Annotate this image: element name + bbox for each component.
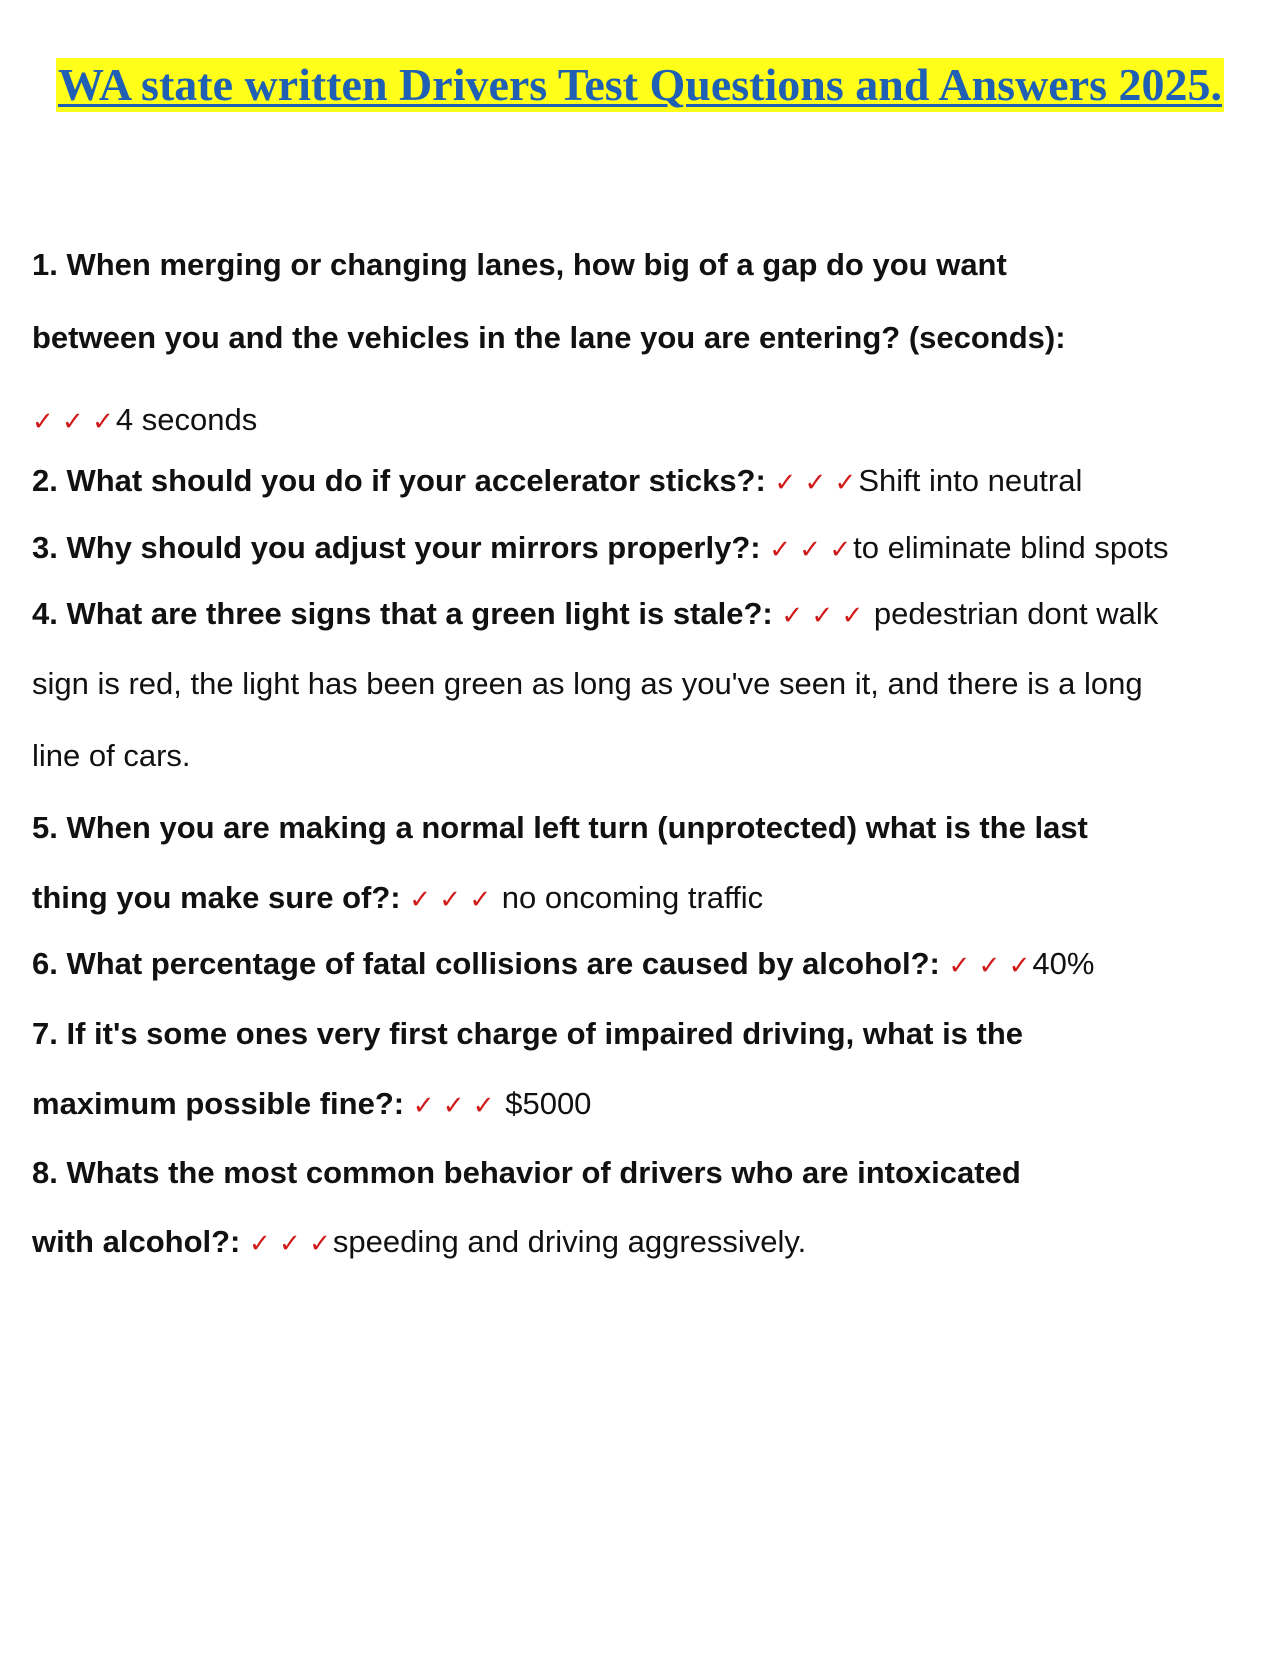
question-8: [32, 1222, 806, 1264]
answer-2-text: Shift into neutral: [858, 463, 1083, 498]
answer-1: [32, 400, 257, 442]
question-1-line-1: 1. When merging or changing lanes, how big of a gap do you want: [32, 247, 1007, 282]
question-7-line-2: maximum possible fine?:: [32, 1086, 405, 1121]
question-3-text: 3. Why should you adjust your mirrors properly?:: [32, 530, 761, 565]
check-icon: ✓ ✓ ✓: [32, 407, 114, 437]
check-icon: ✓ ✓ ✓: [781, 601, 864, 631]
question-7-line-1: 7. If it's some ones very first charge of impaired driving, what is the: [32, 1016, 1024, 1051]
question-4-text: 4. What are three signs that a green light is stale?:: [32, 596, 773, 631]
question-2-text: 2. What should you do if your accelerator sticks?:: [32, 463, 766, 498]
question-4: [32, 594, 1158, 636]
check-icon: ✓ ✓ ✓: [249, 1229, 331, 1259]
check-icon: ✓ ✓ ✓: [412, 1091, 495, 1121]
answer-3-text: to eliminate blind spots: [853, 530, 1169, 565]
answer-4-text-line-3: line of cars.: [32, 738, 191, 773]
question-5-line-2: thing you make sure of?:: [32, 880, 401, 915]
question-8-line-2: with alcohol?:: [32, 1224, 241, 1259]
check-icon: ✓ ✓ ✓: [948, 951, 1031, 981]
page-title: WA state written Drivers Test Questions and Answers 2025.: [57, 59, 1223, 110]
question-6-text: 6. What percentage of fatal collisions are caused by alcohol?:: [32, 946, 940, 981]
check-icon: ✓ ✓ ✓: [769, 535, 852, 565]
answer-5-text: no oncoming traffic: [501, 880, 764, 915]
answer-1-text: 4 seconds: [115, 402, 258, 437]
question-7: [32, 1084, 591, 1126]
question-5: [32, 878, 763, 920]
question-6: [32, 944, 1094, 986]
answer-6-text: 40%: [1032, 946, 1095, 981]
answer-4-text-line-2: sign is red, the light has been green as long as you've seen it, and there is a long: [32, 666, 1143, 701]
question-1-line-2: between you and the vehicles in the lane you are entering? (seconds):: [32, 320, 1066, 355]
answer-8-text: speeding and driving aggressively.: [332, 1224, 807, 1259]
answer-4-text-line-1: pedestrian dont walk: [873, 596, 1159, 631]
check-icon: ✓ ✓ ✓: [409, 885, 492, 915]
check-icon: ✓ ✓ ✓: [774, 468, 857, 498]
question-5-line-1: 5. When you are making a normal left turn (unprotected) what is the last: [32, 810, 1088, 845]
question-3: [32, 528, 1168, 570]
answer-7-text: $5000: [505, 1086, 592, 1121]
title-container: [0, 58, 1280, 112]
question-8-line-1: 8. Whats the most common behavior of drivers who are intoxicated: [32, 1155, 1021, 1190]
question-2: [32, 461, 1082, 503]
